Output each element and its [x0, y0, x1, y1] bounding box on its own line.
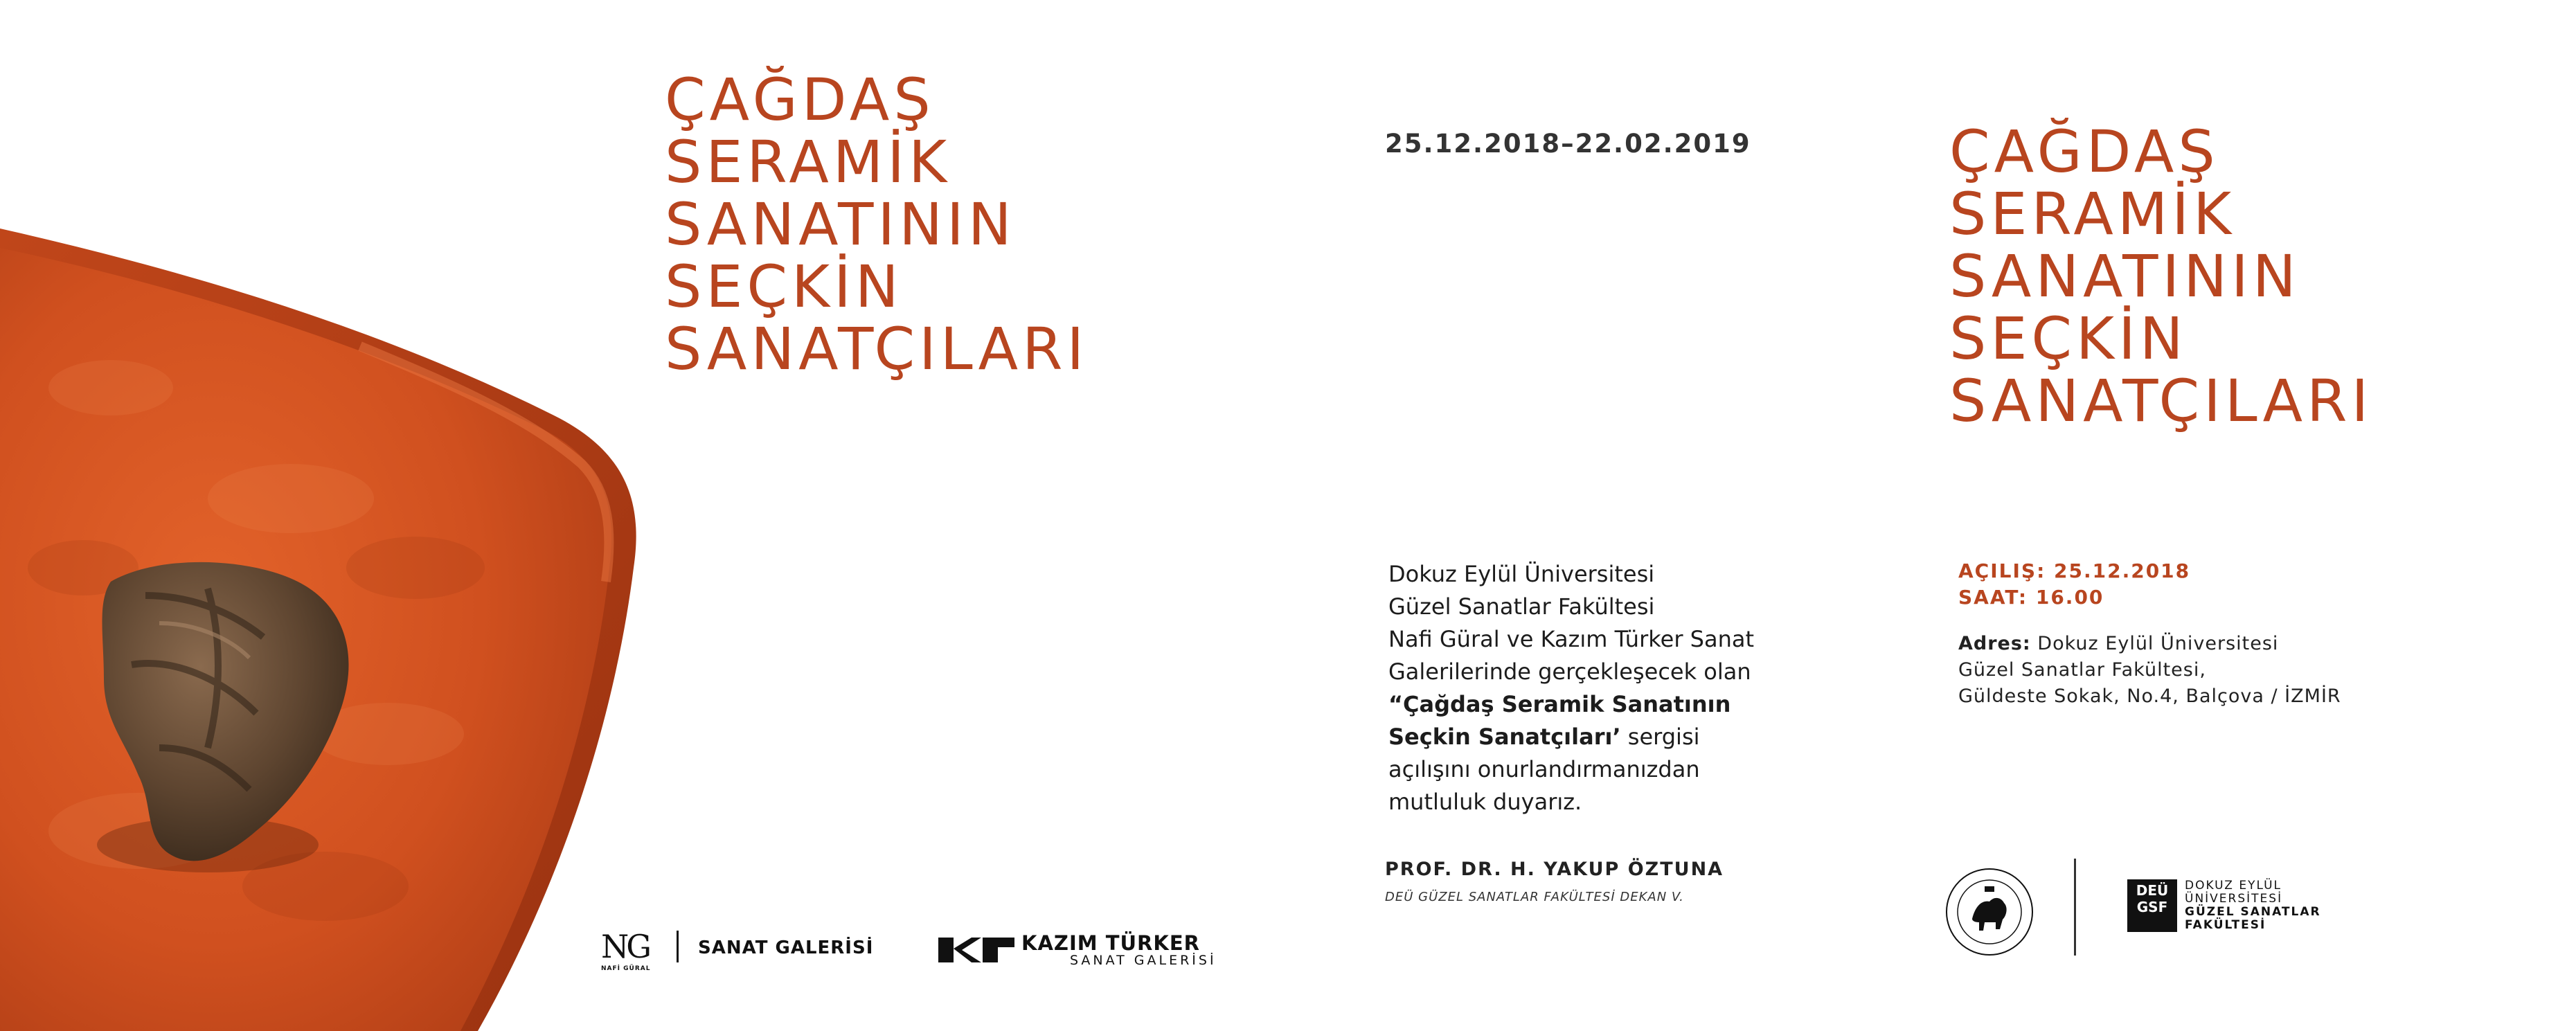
ceramic-plate-image [0, 208, 665, 1031]
title-line: SANATININ [1949, 242, 2300, 310]
opening-date: AÇILIŞ: 25.12.2018 [1958, 559, 2191, 582]
address-line: Güldeste Sokak, No.4, Balçova / İZMİR [1958, 685, 2341, 707]
ng-sub: NAFİ GÜRAL [601, 965, 651, 972]
invite-line: açılışını onurlandırmanızdan [1388, 756, 1700, 782]
invite-line-rest: sergisi [1620, 724, 1700, 750]
kt-gallery-sub: SANAT GALERİSİ [1070, 953, 1217, 968]
invite-line: Dokuz Eylül Üniversitesi [1388, 561, 1655, 587]
opening-time: SAAT: 16.00 [1958, 586, 2104, 609]
gsf-bottom: GSF [2136, 899, 2168, 915]
title-line: SANATININ [665, 190, 1016, 258]
address-label: Adres: [1958, 633, 2031, 654]
gsf-logo-text [2185, 879, 2321, 932]
kazim-turker-logo-icon [938, 933, 1014, 962]
ng-mark: NG [601, 928, 649, 965]
title-line: SANATÇILARI [665, 314, 1089, 383]
invite-exhibition-name-cont: Seçkin Sanatçıları’ [1388, 724, 1621, 750]
gsf-line: ÜNİVERSİTESİ [2185, 892, 2283, 906]
address-line: Güzel Sanatlar Fakültesi, [1958, 659, 2206, 681]
deu-seal-icon [1944, 867, 2034, 957]
gsf-top: DEÜ [2136, 882, 2169, 899]
title-line: ÇAĞDAŞ [1949, 118, 2219, 186]
opening-info [1958, 558, 2190, 611]
address-line: Dokuz Eylül Üniversitesi [2030, 633, 2279, 654]
ng-gallery-label: SANAT GALERİSİ [698, 938, 874, 958]
invite-line: mutluluk duyarız. [1388, 789, 1582, 815]
title-line: SERAMİK [1949, 179, 2236, 248]
dean-name: PROF. DR. H. YAKUP ÖZTUNA [1385, 859, 1724, 880]
dean-title: DEÜ GÜZEL SANATLAR FAKÜLTESİ DEKAN V. [1385, 890, 1684, 904]
gsf-line: GÜZEL SANATLAR [2185, 905, 2321, 919]
invite-line: Güzel Sanatlar Fakültesi [1388, 593, 1655, 620]
title-line: SEÇKİN [1949, 304, 2188, 373]
address-block [1958, 631, 2341, 710]
title-line: SEÇKİN [665, 252, 903, 321]
logo-divider [2074, 859, 2076, 956]
invite-line [1388, 688, 1929, 721]
invite-line: Galerilerinde gerçekleşecek olan [1388, 658, 1751, 685]
title-line: SERAMİK [665, 127, 951, 196]
nafi-gural-logo [601, 928, 651, 972]
invite-exhibition-name: “Çağdaş Seramik Sanatının [1388, 691, 1731, 717]
title-line: ÇAĞDAŞ [665, 66, 935, 134]
kt-gallery-name: KAZIM TÜRKER [1021, 931, 1200, 955]
title-line: SANATÇILARI [1949, 366, 2373, 435]
exhibition-title-left [665, 66, 1089, 383]
exhibition-title-right [1949, 118, 2373, 435]
invite-line [1388, 721, 1929, 753]
gsf-line: DOKUZ EYLÜL [2185, 879, 2282, 893]
invitation-text [1388, 558, 1929, 818]
invite-line: Nafi Güral ve Kazım Türker Sanat [1388, 626, 1754, 652]
exhibition-dates: 25.12.2018–22.02.2019 [1385, 129, 1751, 159]
deu-gsf-logo-icon [2127, 879, 2177, 932]
gsf-line: FAKÜLTESİ [2185, 918, 2266, 932]
logo-divider [677, 931, 679, 962]
